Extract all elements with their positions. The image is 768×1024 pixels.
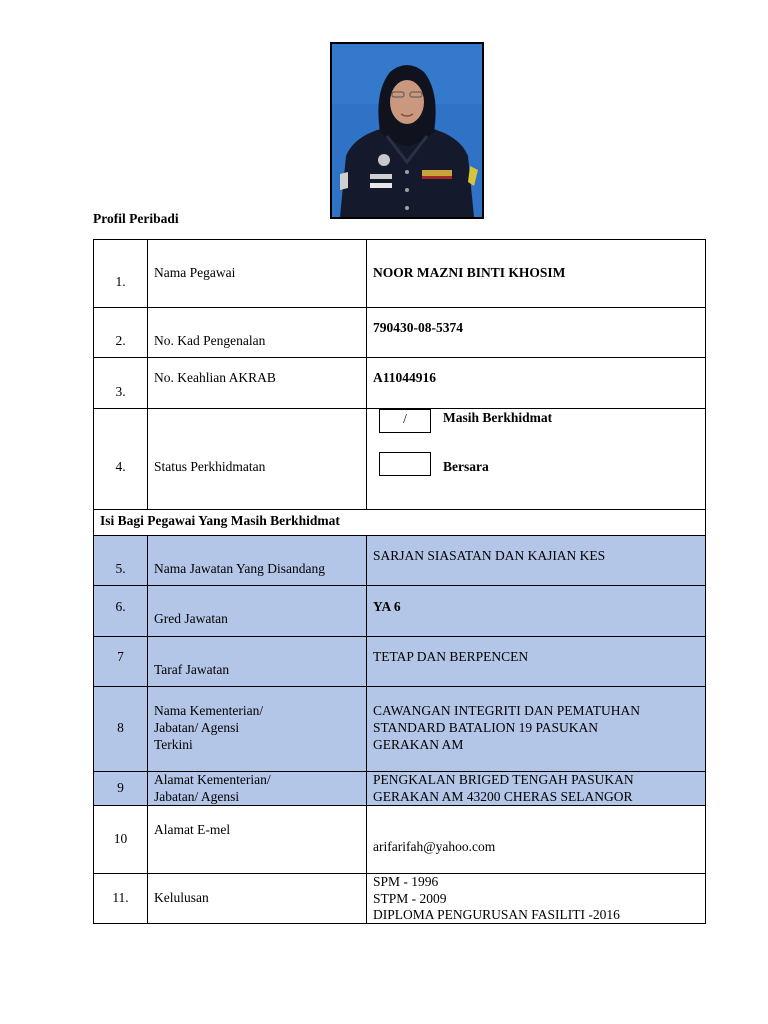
field-value-cell (367, 240, 706, 308)
field-label: Nama Pegawai (154, 265, 236, 280)
field-value-cell (367, 687, 706, 772)
field-label: Alamat E-mel (154, 822, 231, 837)
row-number-cell (94, 687, 148, 772)
field-value-line: CAWANGAN INTEGRITI DAN PEMATUHAN (373, 703, 641, 718)
field-label-cell (148, 586, 367, 637)
row-number-cell (94, 806, 148, 874)
field-label-line: Jabatan/ Agensi (154, 720, 240, 735)
field-value: NOOR MAZNI BINTI KHOSIM (373, 265, 566, 280)
row-number: 7 (117, 649, 124, 664)
field-value-cell (367, 358, 706, 409)
profile-photo (330, 42, 484, 219)
field-label-cell (148, 687, 367, 772)
table-row (94, 536, 706, 586)
field-value: TETAP DAN BERPENCEN (373, 649, 529, 664)
banner-text: Isi Bagi Pegawai Yang Masih Berkhidmat (100, 513, 340, 528)
profile-table (93, 239, 706, 924)
field-value-line: GERAKAN AM 43200 CHERAS SELANGOR (373, 789, 633, 804)
table-row (94, 637, 706, 687)
table-row (94, 806, 706, 874)
section-banner (94, 510, 706, 536)
status-option-label: Bersara (443, 459, 489, 474)
field-value-cell (367, 806, 706, 874)
table-row (94, 308, 706, 358)
field-label: No. Kad Pengenalan (154, 333, 266, 348)
field-value-cell (367, 586, 706, 637)
field-label-cell (148, 772, 367, 806)
field-label-cell (148, 409, 367, 510)
row-number-cell (94, 874, 148, 924)
row-number: 5. (115, 561, 126, 576)
field-label-cell (148, 874, 367, 924)
row-number-cell (94, 586, 148, 637)
officer-portrait-image (332, 44, 482, 217)
field-value-line: GERAKAN AM (373, 737, 464, 752)
table-row (94, 409, 706, 510)
row-number: 1. (115, 274, 126, 289)
field-label-cell (148, 536, 367, 586)
row-number-cell (94, 308, 148, 358)
row-number-cell (94, 409, 148, 510)
row-number-cell (94, 772, 148, 806)
email-value: arifarifah@yahoo.com (373, 839, 496, 854)
qualification-line: STPM - 2009 (373, 891, 447, 906)
field-label-line: Alamat Kementerian/ (154, 772, 271, 787)
field-label: No. Keahlian AKRAB (154, 370, 276, 385)
field-label: Kelulusan (154, 890, 209, 905)
table-row (94, 240, 706, 308)
table-row (94, 586, 706, 637)
row-number-cell (94, 358, 148, 409)
field-value: A11044916 (373, 370, 437, 385)
row-number: 10 (113, 831, 128, 846)
field-label-cell (148, 240, 367, 308)
field-value-cell (367, 308, 706, 358)
table-row (94, 687, 706, 772)
status-options-cell (367, 409, 706, 510)
field-label-line: Terkini (154, 737, 193, 752)
qualification-line: DIPLOMA PENGURUSAN FASILITI -2016 (373, 907, 620, 922)
row-number: 11. (112, 890, 129, 905)
field-value: YA 6 (373, 599, 401, 614)
row-number-cell (94, 240, 148, 308)
field-value-cell (367, 874, 706, 924)
field-value-cell (367, 772, 706, 806)
table-row (94, 874, 706, 924)
field-label-cell (148, 806, 367, 874)
field-label: Status Perkhidmatan (154, 459, 266, 474)
table-row (94, 358, 706, 409)
field-label-cell (148, 308, 367, 358)
field-label: Gred Jawatan (154, 611, 228, 626)
table-row (94, 510, 706, 536)
qualification-line: SPM - 1996 (373, 874, 439, 889)
row-number-cell (94, 637, 148, 687)
field-value: SARJAN SIASATAN DAN KAJIAN KES (373, 548, 606, 563)
field-label: Taraf Jawatan (154, 662, 230, 677)
status-checkbox-bersara[interactable] (379, 452, 431, 476)
field-label-cell (148, 358, 367, 409)
row-number: 8 (117, 720, 124, 735)
section-title: Profil Peribadi (93, 211, 179, 226)
table-row (94, 772, 706, 806)
field-label-line: Nama Kementerian/ (154, 703, 264, 718)
field-value: 790430-08-5374 (373, 320, 463, 335)
field-value-line: STANDARD BATALION 19 PASUKAN (373, 720, 598, 735)
field-value-cell (367, 637, 706, 687)
row-number-cell (94, 536, 148, 586)
field-value-cell (367, 536, 706, 586)
status-option-label: Masih Berkhidmat (443, 410, 553, 425)
field-label-cell (148, 637, 367, 687)
row-number: 9 (117, 780, 124, 795)
row-number: 3. (115, 384, 126, 399)
field-value-line: PENGKALAN BRIGED TENGAH PASUKAN (373, 772, 634, 787)
row-number: 2. (115, 333, 126, 348)
row-number: 6. (115, 599, 126, 614)
status-checkbox-masih-berkhidmat[interactable]: / (379, 409, 431, 433)
field-label: Nama Jawatan Yang Disandang (154, 561, 325, 576)
row-number: 4. (115, 459, 126, 474)
field-label-line: Jabatan/ Agensi (154, 789, 240, 804)
